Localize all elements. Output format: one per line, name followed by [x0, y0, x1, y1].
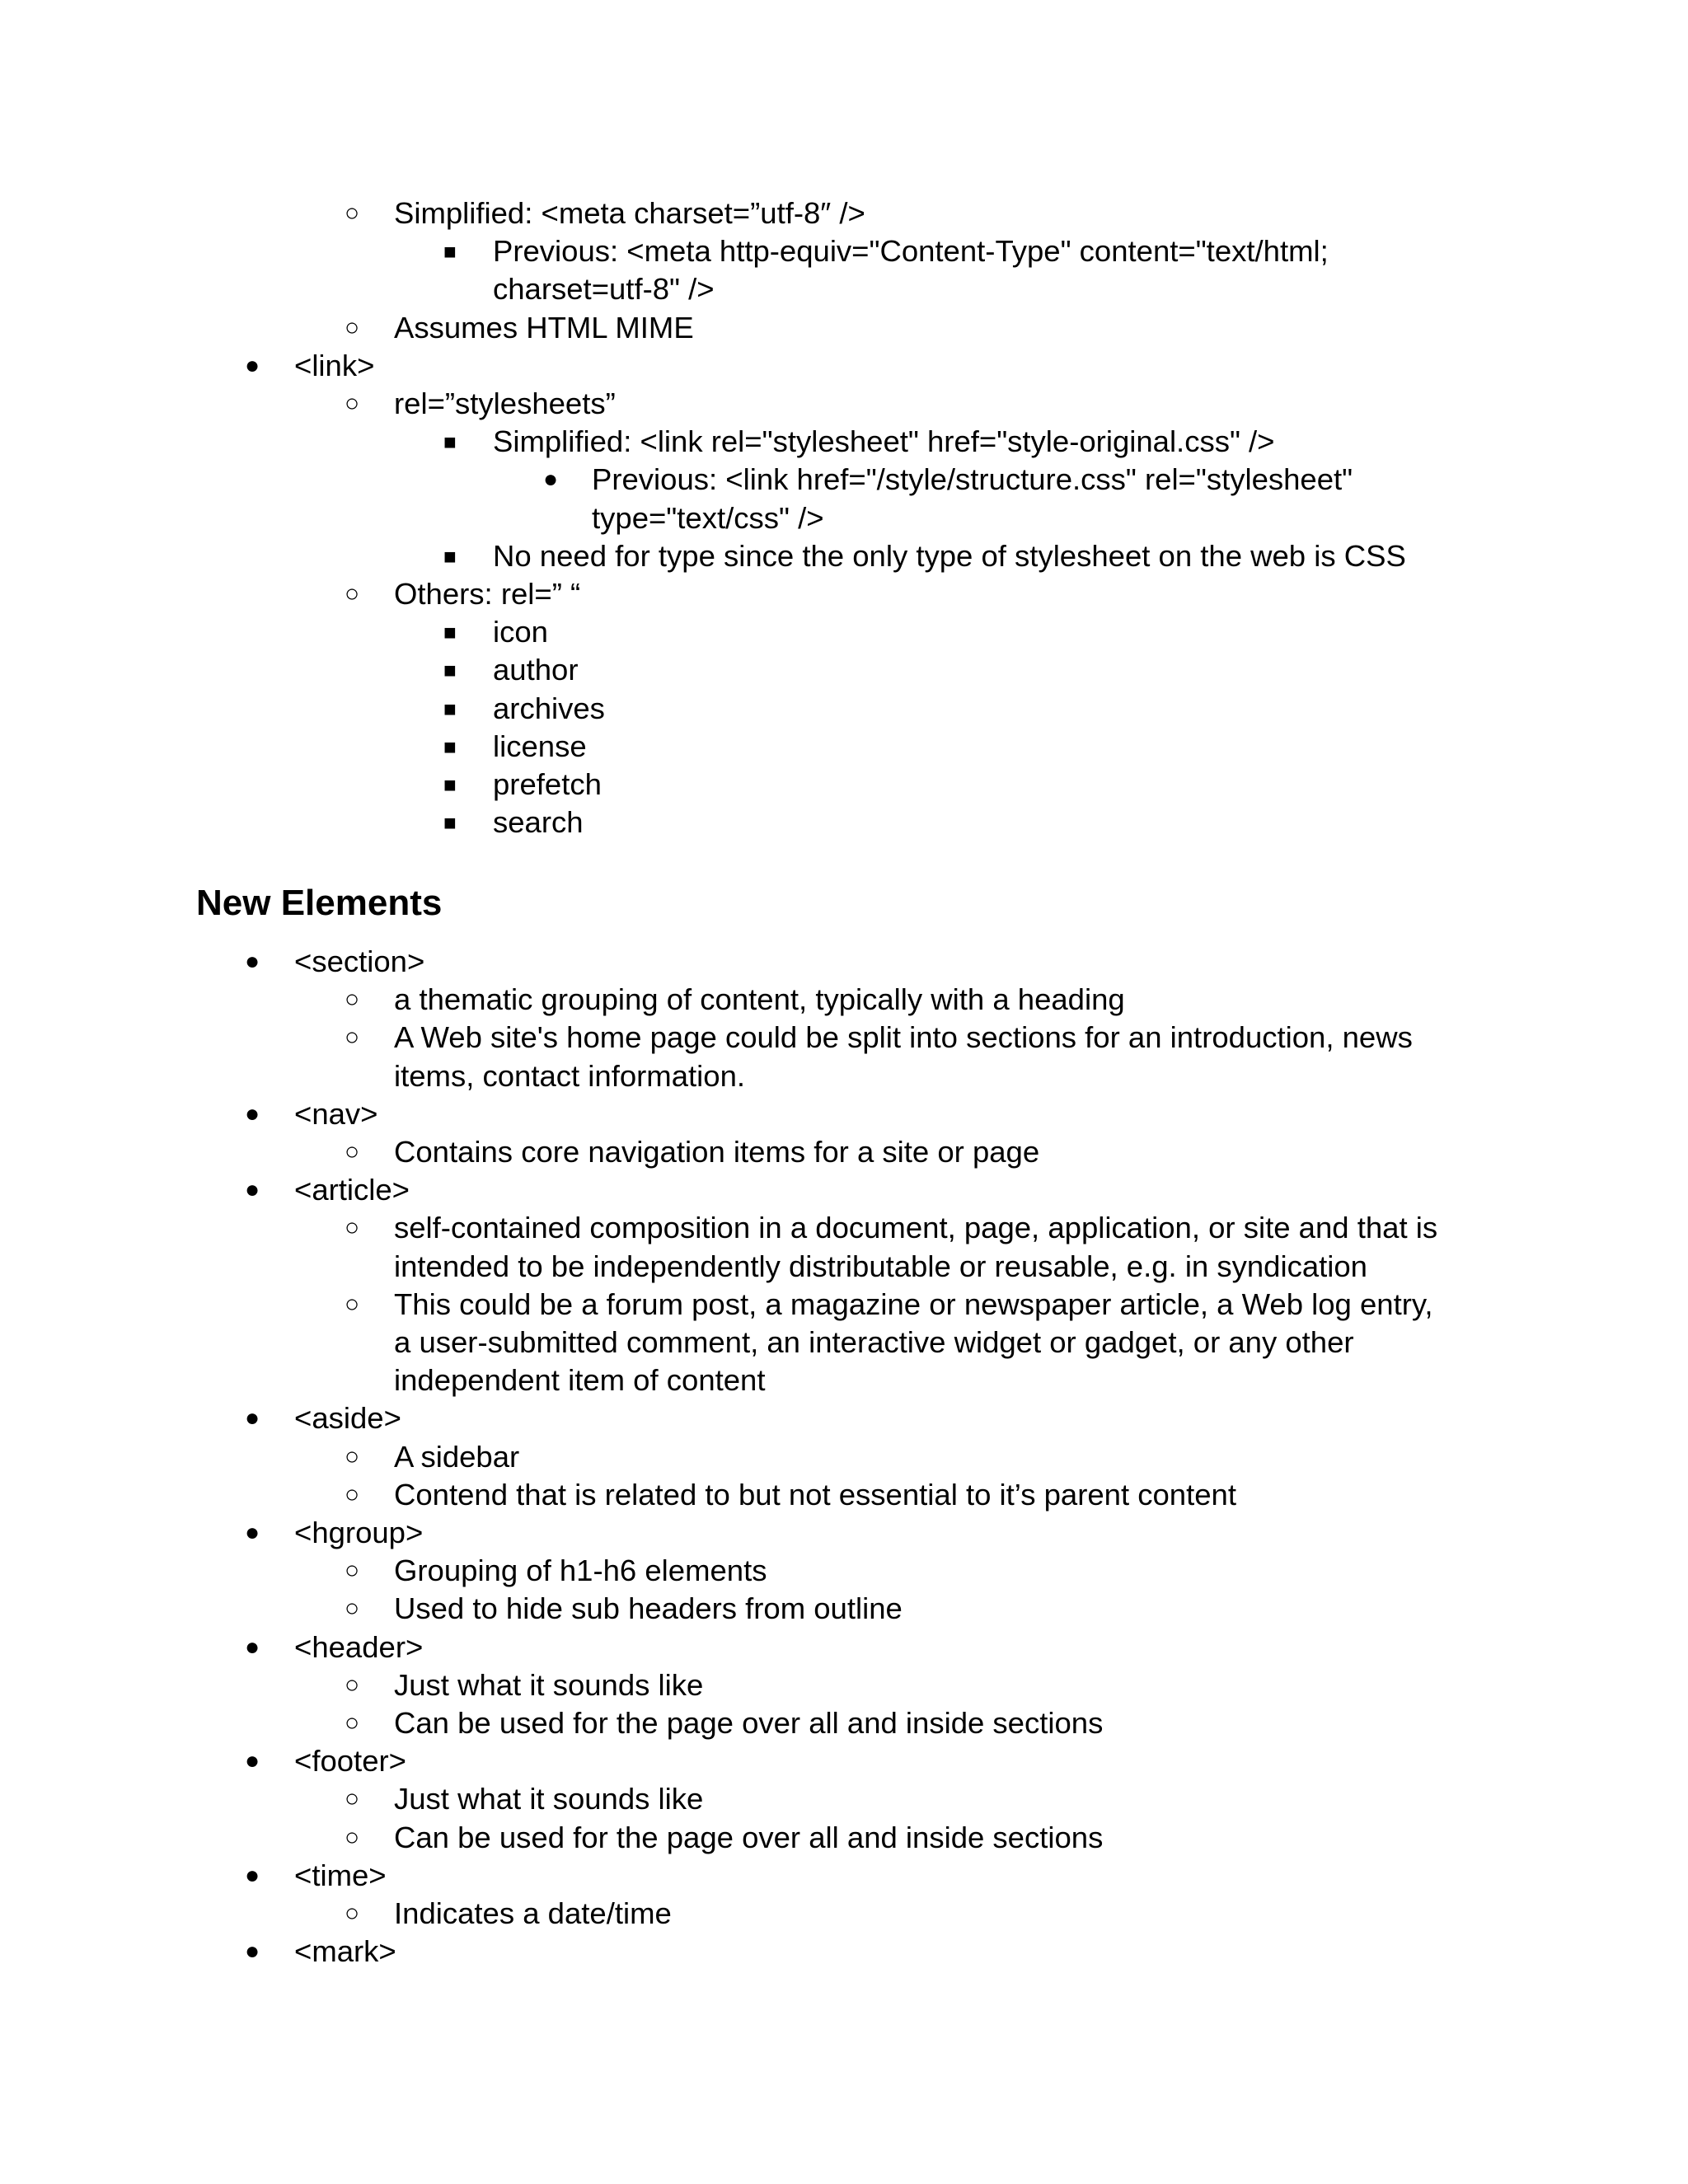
- list-item-text: rel=”stylesheets”: [394, 387, 616, 420]
- list-item-text: a thematic grouping of content, typically with a heading: [394, 982, 1125, 1017]
- list-item-text: Just what it sounds like: [394, 1667, 704, 1702]
- list-item: [0, 1399, 1688, 1437]
- list-item: [0, 347, 1688, 385]
- list-item-text: <hgroup>: [294, 1516, 424, 1549]
- list-item-text: charset=utf-8" />: [493, 272, 715, 307]
- list-item-text: intended to be independently distributable or reusable, e.g. in syndication: [394, 1249, 1367, 1283]
- list-item: [0, 1514, 1688, 1552]
- list-item: [0, 1780, 1688, 1818]
- list-item-text: <footer>: [294, 1744, 406, 1779]
- list-item: [0, 613, 1688, 651]
- list-item-text: Others: rel=” “: [394, 577, 581, 611]
- list-item-text: icon: [493, 615, 548, 649]
- list-item: [0, 1629, 1688, 1666]
- list-item-text: <aside>: [294, 1401, 401, 1436]
- list-item: [0, 728, 1688, 766]
- bullet-marker: ○: [345, 390, 360, 417]
- list-item: [0, 651, 1688, 689]
- list-item-text: type="text/css" />: [592, 500, 824, 535]
- list-item: [0, 1819, 1688, 1857]
- list-item-text: Indicates a date/time: [394, 1896, 672, 1930]
- list-item-text: <nav>: [294, 1096, 378, 1131]
- list-item: [0, 1133, 1688, 1171]
- list-item-text: Can be used for the page over all and inside sections: [394, 1706, 1104, 1740]
- bullet-marker: ○: [345, 986, 360, 1014]
- bullet-marker: ○: [345, 1709, 360, 1736]
- list-item-text: <section>: [294, 944, 425, 978]
- list-item: [0, 194, 1688, 232]
- bullet-marker: ●: [245, 1519, 260, 1546]
- list-item-text: Contains core navigation items for a site or page: [394, 1135, 1040, 1169]
- list-item-text: search: [493, 805, 584, 840]
- list-item: [0, 981, 1688, 1019]
- list-item-text: <time>: [294, 1858, 387, 1892]
- bullet-marker: ○: [345, 1671, 360, 1699]
- list-item: [0, 1476, 1688, 1514]
- list-item: [0, 423, 1688, 461]
- bullet-marker: ○: [345, 580, 360, 607]
- list-item: [0, 1209, 1688, 1247]
- list-item: [0, 499, 1688, 537]
- list-item: [0, 309, 1688, 347]
- list-item-text: license: [493, 729, 587, 763]
- list-item-text: A sidebar: [394, 1439, 520, 1474]
- list-item: [0, 1857, 1688, 1895]
- bullet-marker: ○: [345, 1595, 360, 1623]
- bullet-marker: ■: [443, 696, 457, 721]
- list-item-text: Simplified: <link rel="stylesheet" href="style-original.css" />: [493, 424, 1275, 459]
- bullet-marker: ○: [345, 1138, 360, 1165]
- list-item-text: Grouping of h1-h6 elements: [394, 1554, 767, 1588]
- bullet-marker: ■: [443, 429, 457, 455]
- bullet-marker: ●: [245, 1176, 260, 1204]
- bullet-marker: ■: [443, 810, 457, 836]
- bullet-marker: ■: [443, 543, 457, 569]
- list-item: [0, 804, 1688, 841]
- list-item-text: Contend that is related to but not essential to it’s parent content: [394, 1477, 1236, 1511]
- bullet-marker: ○: [345, 1900, 360, 1927]
- bullet-marker: ■: [443, 772, 457, 797]
- bullet-marker: ●: [245, 948, 260, 975]
- bullet-marker: ●: [245, 351, 260, 379]
- bullet-marker: ○: [345, 1214, 360, 1242]
- bullet-marker: ●: [245, 1404, 260, 1432]
- list-item: [0, 1286, 1688, 1324]
- list-item-text: Used to hide sub headers from outline: [394, 1591, 903, 1626]
- bullet-marker: ○: [345, 199, 360, 227]
- list-item: [0, 1895, 1688, 1933]
- list-item: [0, 1361, 1688, 1399]
- list-item-text: author: [493, 653, 579, 687]
- bullet-marker: ○: [345, 1480, 360, 1508]
- bullet-marker: ○: [345, 1290, 360, 1318]
- list-item-text: <header>: [294, 1629, 424, 1664]
- list-item-text: items, contact information.: [394, 1058, 746, 1093]
- bullet-marker: ■: [443, 733, 457, 759]
- list-item-text: No need for type since the only type of stylesheet on the web is CSS: [493, 538, 1406, 573]
- list-item-text: archives: [493, 691, 605, 725]
- bullet-marker: ○: [345, 313, 360, 341]
- bullet-marker: ■: [443, 239, 457, 265]
- bullet-marker: ●: [245, 1099, 260, 1127]
- list-item: [0, 1248, 1688, 1286]
- list-item: [0, 461, 1688, 499]
- bullet-marker: ○: [345, 1823, 360, 1851]
- bullet-marker: ●: [245, 1938, 260, 1966]
- list-item-text: self-contained composition in a document, page, application, or site and that is: [394, 1211, 1438, 1245]
- list-item: [0, 575, 1688, 613]
- list-item: [0, 1933, 1688, 1971]
- list-item-text: independent item of content: [394, 1363, 766, 1398]
- bullet-marker: ●: [245, 1747, 260, 1775]
- list-item: [0, 1438, 1688, 1476]
- list-item: [0, 1590, 1688, 1628]
- list-item: [0, 537, 1688, 575]
- list-item: [0, 1095, 1688, 1133]
- bullet-marker: ●: [245, 1861, 260, 1889]
- list-item: [0, 270, 1688, 308]
- bullet-marker: ○: [345, 1785, 360, 1813]
- list-item: [0, 690, 1688, 728]
- list-item-text: <mark>: [294, 1934, 396, 1969]
- bullet-marker: ■: [443, 658, 457, 683]
- section-heading-new-elements: New Elements: [196, 883, 443, 923]
- list-item-text: A Web site's home page could be split into sections for an introduction, news: [394, 1020, 1413, 1055]
- list-item-text: Assumes HTML MIME: [394, 310, 694, 344]
- list-item: [0, 943, 1688, 981]
- list-item-text: prefetch: [493, 767, 602, 801]
- list-item-text: Previous: <link href="/style/structure.css" rel="stylesheet": [592, 462, 1353, 497]
- bullet-marker: ●: [543, 466, 559, 494]
- list-item: [0, 1019, 1688, 1057]
- bullet-marker: ■: [443, 620, 457, 645]
- list-item-text: Can be used for the page over all and inside sections: [394, 1820, 1104, 1854]
- list-item: [0, 766, 1688, 804]
- list-item: [0, 1057, 1688, 1095]
- list-item: [0, 1552, 1688, 1590]
- list-item: [0, 1324, 1688, 1361]
- list-item: [0, 232, 1688, 270]
- list-item: [0, 385, 1688, 423]
- list-item-text: <article>: [294, 1173, 410, 1207]
- bullet-marker: ○: [345, 1442, 360, 1470]
- list-item-text: Just what it sounds like: [394, 1782, 704, 1816]
- list-item-text: Previous: <meta http-equiv="Content-Type" content="text/html;: [493, 234, 1329, 269]
- bullet-marker: ●: [245, 1633, 260, 1661]
- list-item-text: This could be a forum post, a magazine or newspaper article, a Web log entry,: [394, 1286, 1433, 1321]
- bullet-marker: ○: [345, 1024, 360, 1052]
- list-item-text: a user-submitted comment, an interactive widget or gadget, or any other: [394, 1325, 1354, 1359]
- list-item: [0, 1704, 1688, 1742]
- bullet-marker: ○: [345, 1557, 360, 1585]
- list-item: [0, 1742, 1688, 1780]
- list-item-text: <link>: [294, 348, 375, 382]
- list-item: [0, 1171, 1688, 1209]
- list-item-text: Simplified: <meta charset=”utf-8″ />: [394, 196, 865, 230]
- list-item: [0, 1666, 1688, 1704]
